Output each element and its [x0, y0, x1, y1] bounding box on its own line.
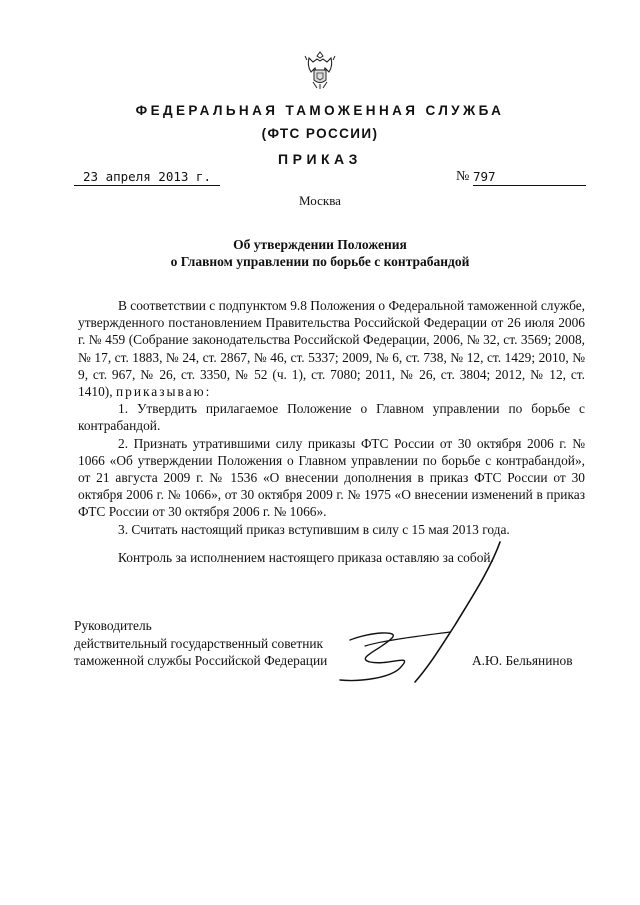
- signer-block: [74, 617, 327, 670]
- signer-title-2: действительный государственный советник: [74, 635, 324, 651]
- order-number-field: [456, 169, 586, 185]
- signer-title-1: Руководитель: [74, 618, 152, 633]
- coat-of-arms-icon: [303, 50, 337, 90]
- order-body: [78, 297, 585, 538]
- control-clause: Контроль за исполнением настоящего приказа оставляю за собой.: [118, 550, 494, 565]
- order-date: 23 апреля 2013 г.: [74, 169, 220, 186]
- item-2: 2. Признать утратившими силу приказы ФТС России от 30 октября 2006 г. № 1066 «Об утверждении Положения о Главном управлении по борьбе с контрабандой», от 21 августа 2009 г. № 1536 «О внесении дополнения в приказ ФТС России от 30 октября 2006 г. № 1066», от 30 октября 2009 г. № 1975 «О внесении изменений в приказ ФТС России от 30 октября 2006 г. № 1066».: [78, 435, 585, 520]
- subject-line-1: Об утверждении Положения: [233, 237, 407, 252]
- number-sign: №: [456, 169, 470, 184]
- intro-paragraph: [78, 297, 585, 400]
- item-3: 3. Считать настоящий приказ вступившим в силу с 15 мая 2013 года.: [118, 521, 510, 537]
- city: Москва: [299, 193, 341, 208]
- item-1: 1. Утвердить прилагаемое Положение о Главном управлении по борьбе с контрабандой.: [78, 401, 585, 434]
- document-type: ПРИКАЗ: [278, 151, 362, 167]
- org-short-name: (ФТС РОССИИ): [261, 126, 379, 141]
- order-number: 797: [473, 169, 586, 186]
- subject-line-2: о Главном управлении по борьбе с контрабандой: [170, 254, 470, 269]
- order-word: приказываю:: [115, 384, 212, 400]
- intro-text: В соответствии с подпунктом 9.8 Положения о Федеральной таможенной службе, утвержденного постановлением Правительства Российской Федерации от 26 июля 2006 г. № 459 (Собрание законодательства Российской Федерации, 2006, № 32, ст. 3569; 2008, № 17, ст. 1883, № 24, ст. 2867, № 46, ст. 5337; 2009, № 6, ст. 738, № 12, ст. 1429; 2010, № 9, ст. 967, № 26, ст. 3350, № 52 (ч. 1), ст. 7080; 2011, № 26, ст. 3804; 2012, № 12, ст. 1410),: [78, 298, 585, 400]
- signer-title-3: таможенной службы Российской Федерации: [74, 653, 328, 668]
- signer-name: А.Ю. Бельянинов: [472, 653, 573, 668]
- handwritten-signature: [330, 540, 520, 690]
- org-name: ФЕДЕРАЛЬНАЯ ТАМОЖЕННАЯ СЛУЖБА: [135, 103, 505, 118]
